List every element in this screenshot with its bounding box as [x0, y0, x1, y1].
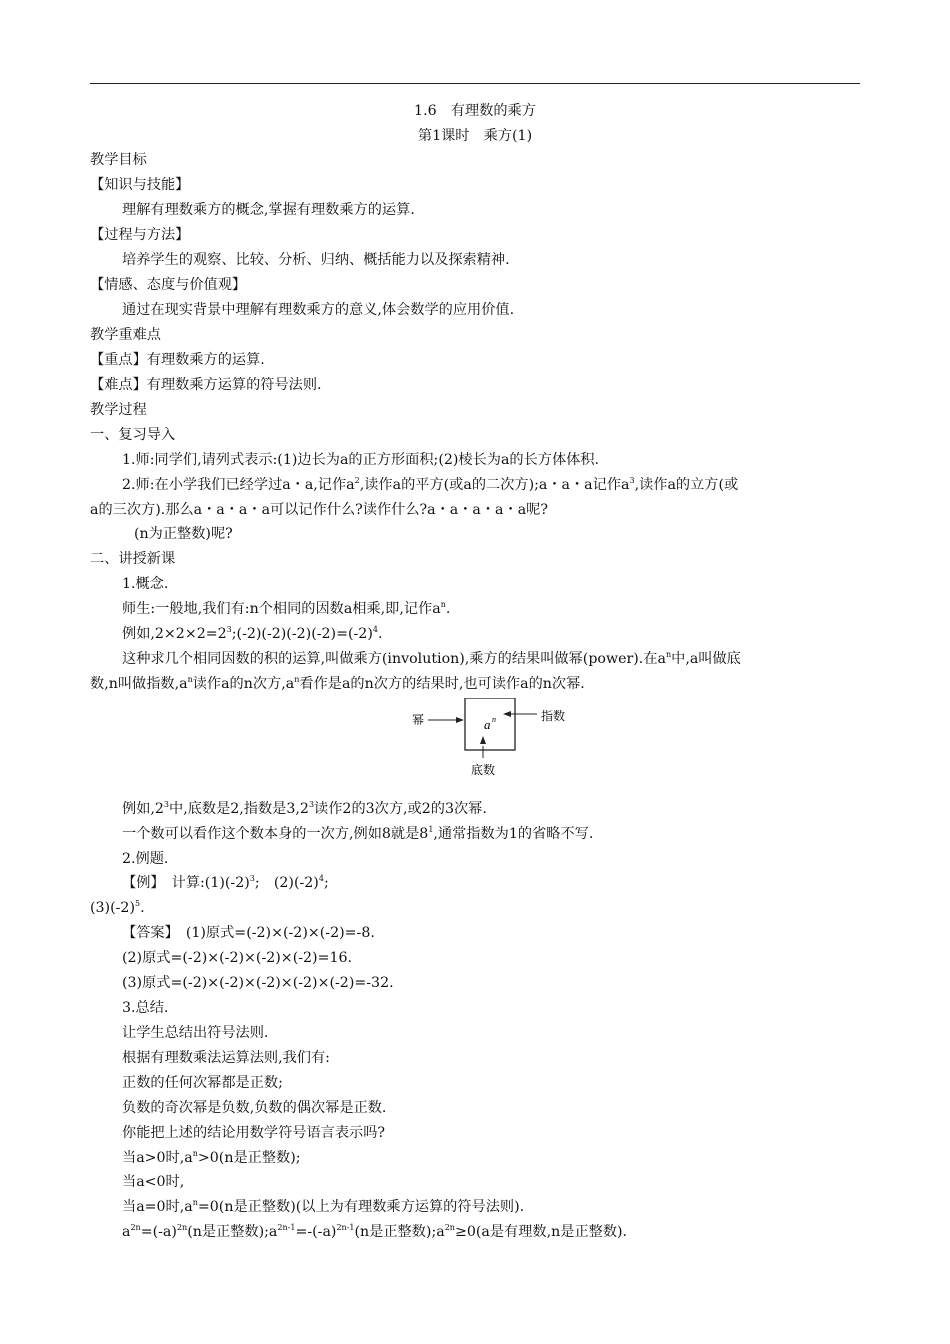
page-subtitle: 第1课时 乘方(1) [417, 128, 533, 144]
emotion-text: 通过在现实背景中理解有理数乘方的意义,体会数学的应用价值. [122, 302, 515, 318]
summary-4: 负数的奇次幂是负数,负数的偶次幂是正数. [122, 1100, 387, 1116]
diagram-symbol-n: n [492, 715, 496, 724]
answer-1: 【答案】 (1)原式=(-2)×(-2)×(-2)=-8. [122, 925, 375, 941]
summary-1: 让学生总结出符号法则. [122, 1025, 269, 1041]
diagram-label-base: 底数 [471, 763, 496, 777]
definition-line-1: 这种求几个相同因数的积的运算,叫做乘方(involution),乘方的结果叫做幂(power).在$a^n$中,a叫做底 [122, 650, 741, 667]
example-line: 例如$,2\times 2\times 2=2^3;(-2)(-2)(-2)(-2)=(-2)^4$. [122, 625, 383, 642]
example-2: 例如$,2^3$中,底数是2,指数是$3,2^3$读作2的3次方,或2的3次幂. [122, 800, 487, 817]
rule-zero: 当a=0时$,a^n=0(n$是正整数)(以上为有理数乘方运算的符号法则). [122, 1198, 525, 1215]
process-heading: 【过程与方法】 [90, 227, 190, 243]
question-line-2: $(3)(-2)^5$. [90, 899, 145, 916]
header-rule [90, 83, 860, 84]
diagram-label-exponent: 指数 [541, 709, 566, 723]
answer-3: (3)原式=(-2)×(-2)×(-2)×(-2)×(-2)=-32. [122, 975, 394, 991]
goals-heading: 教学目标 [90, 152, 147, 168]
rule-positive: 当a>0时$,a^n>0(n$是正整数); [122, 1149, 301, 1166]
summary-5: 你能把上述的结论用数学符号语言表示吗? [122, 1125, 385, 1141]
review-line-1: 1.师:同学们,请列式表示:(1)边长为a的正方形面积;(2)棱长为a的长方体体积. [122, 452, 600, 468]
summary-2: 根据有理数乘法运算法则,我们有: [122, 1050, 330, 1066]
summary-heading: 3.总结. [122, 1000, 169, 1016]
review-heading: 一、复习导入 [90, 427, 176, 443]
process-title: 教学过程 [90, 402, 147, 418]
definition-line-2: 数,n叫做指数$,a^n$读作a的n次方$,a^n$看作是a的n次方的结果时,也可读作a的n次幂. [90, 675, 585, 692]
process-text: 培养学生的观察、比较、分析、归纳、概括能力以及探索精神. [122, 252, 510, 268]
examples-heading: 2.例题. [122, 851, 169, 867]
difficult-point: 【难点】有理数乘方运算的符号法则. [90, 377, 322, 393]
review-line-2: 2.师:在小学我们已经学过a・a,记作$a^2$,读作a的平方(或a的二次方);a・a・a记作$a^3$,读作a的立方(或 [122, 476, 739, 493]
example-3: 一个数可以看作这个数本身的一次方,例如8就是$8^1$,通常指数为1的省略不写. [122, 825, 594, 842]
new-heading: 二、讲授新课 [90, 551, 176, 567]
review-line-2-cont: a的三次方).那么a・a・a・a可以记作什么?读作什么?a・a・a・a・a呢? [90, 502, 548, 518]
key-heading: 教学重难点 [90, 327, 161, 343]
key-point: 【重点】有理数乘方的运算. [90, 352, 265, 368]
power-diagram [410, 698, 590, 780]
review-line-2-end: (n为正整数)呢? [134, 526, 233, 542]
knowledge-text: 理解有理数乘方的概念,掌握有理数乘方的运算. [122, 202, 415, 218]
question-line-1: 【例】 计算$:(1)(-2)^3$; $(2)(-2)^4$; [122, 874, 329, 891]
page-title: 1.6 有理数的乘方 [414, 103, 536, 119]
diagram-label-power: 幂 [412, 713, 425, 727]
rule-formula: $a^{2n}=(-a)^{2n}(n$是正整数)$;a^{2n-1}=-(-a)^{2n-1}(n$是正整数)$;a^{2n}\ge 0(a$是有理数,n是正整数). [122, 1223, 628, 1240]
answer-2: (2)原式=(-2)×(-2)×(-2)×(-2)=16. [122, 950, 353, 966]
diagram-symbol-a: a [484, 717, 491, 732]
concept-line: 师生:一般地,我们有:n个相同的因数a相乘,即,记作$a^n$. [122, 600, 451, 617]
knowledge-heading: 【知识与技能】 [90, 177, 190, 193]
rule-negative: 当a<0时, [122, 1174, 185, 1190]
emotion-heading: 【情感、态度与价值观】 [90, 277, 247, 293]
concept-heading: 1.概念. [122, 576, 169, 592]
summary-3: 正数的任何次幂都是正数; [122, 1075, 283, 1091]
